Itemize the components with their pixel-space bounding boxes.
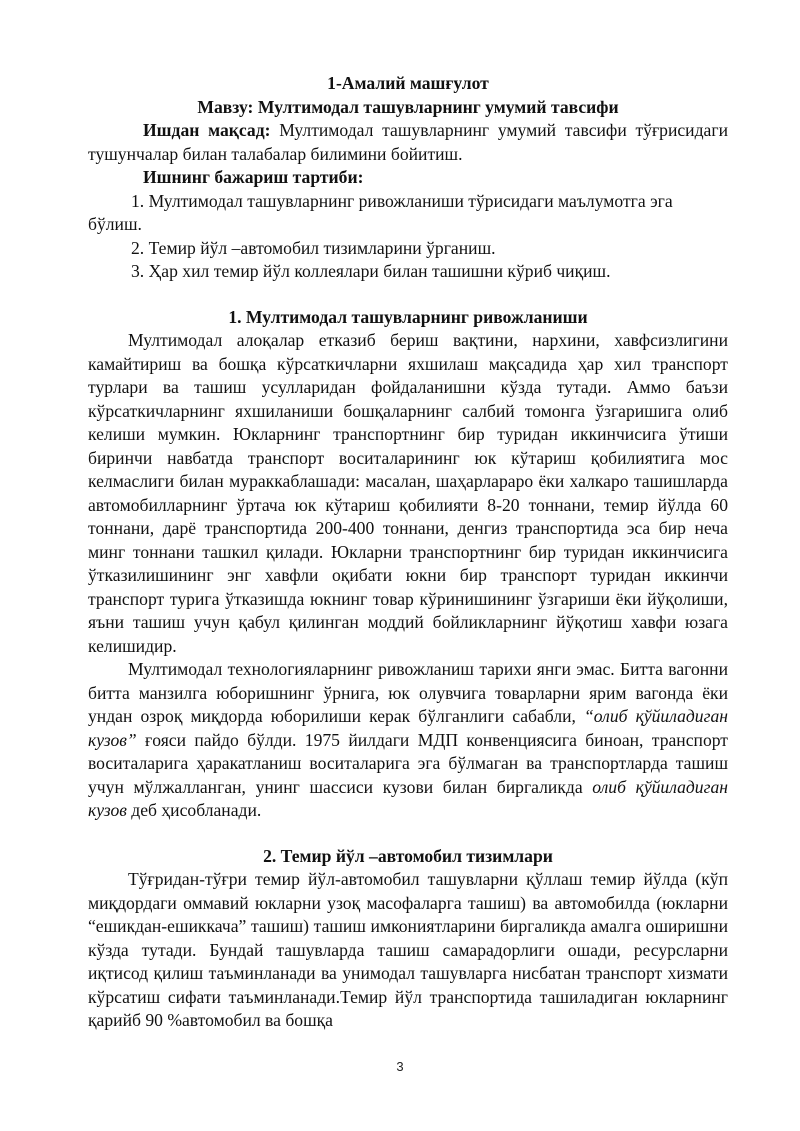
section1-paragraph-1: Мултимодал алоқалар етказиб бериш вақтини, нархини, хавфсизлигини камайтириш ва бошқа кўрсаткичларни яхшилаш мақсадида ҳар хил транспорт турлари ва ташиш усулларидан фойдаланишни кўзда тутади. Аммо баъзи кўрсаткичларнинг яхшиланиши бошқаларнинг салбий томонга ўзгаришига олиб келиши мумкин. Юкларнинг транспортнинг бир туридан иккинчисига ўтиши биринчи навбатда транспорт воситаларининг юк кўтариш қобилиятига мос келмаслиги билан мураккаблашади: масалан, шаҳарлараро ёки халкаро ташишларда автомобилларнинг ўртача юк кўтариш қобилияти 8-20 тоннани, темир йўлда 60 тоннани, дарё транспортида 200-400 тоннани, денгиз транспортида эса бир неча минг тоннани ташкил қилади. Юкларни транспортнинг бир туридан иккинчисига ўтказилишининг энг хавфли оқибати юкни бир транспорт туридан иккинчи транспорт турига ўтказишда юкнинг товар кўринишининг ўзгариши ёки йўқолиши, яъни ташиш учун қабул қилинган моддий бойликларнинг йўқотиш хавфи юзага келишидир.	[88, 330, 728, 656]
section1-heading: 1. Мултимодал ташувларнинг ривожланиши	[228, 306, 588, 327]
section2-paragraph-1: Тўғридан-тўғри темир йўл-автомобил ташувларни қўллаш темир йўлда (кўп миқдордаги оммавий юкларни узоқ масофаларга ташиш) ва автомобилда (юкларни “ешикдан-ешиккача” ташиш) ташиш имкониятларини биргаликда амалга оширишни кўзда тутади. Бундай ташувларда ташиш самарадорлиги ошади, ресурсларни иқтисод қилиш таъминланади ва унимодал ташувларга нисбатан транспорт хизмати кўрсатиш сифати таъминланади.Темир йўл транспортида ташиладиган юкларнинг қарийб 90 %автомобил ва бошқа	[88, 869, 728, 1030]
section1-p2-text-b: ғояси пайдо бўлди. 1975 йилдаги МДП конвенциясига биноан, транспорт воситаларига ҳаракатланиш воситаларига эга бўлмаган ва транспортларда ташиш учун мўлжалланган, унинг шассиси кузови билан биргаликда	[88, 729, 728, 797]
order-label: Ишнинг бажариш тартиби:	[143, 167, 364, 187]
section1-p2-italic-term-1: “олиб қўйиладиган кузов”	[88, 706, 728, 750]
section2-heading: 2. Темир йўл –автомобил тизимлари	[263, 845, 553, 866]
step-item-3: 3. Ҳар хил темир йўл коллеялари билан ташишни кўриб чиқиш.	[131, 261, 611, 281]
section1-paragraph-2	[88, 658, 728, 823]
step-item-1: 1. Мултимодал ташувларнинг ривожланиши тўрисидаги маълумотга эга бўлиш.	[88, 190, 673, 234]
document-page	[88, 72, 728, 1033]
page-title: 1-Амалий машғулот	[327, 73, 489, 93]
section1-p2-italic-term-2: олиб қўйиладиган кузов	[88, 776, 728, 820]
step-item-2: 2. Темир йўл –автомобил тизимларини ўрганиш.	[131, 237, 496, 258]
spacer	[88, 284, 728, 306]
spacer	[88, 823, 728, 845]
goal-paragraph	[88, 119, 728, 166]
order-heading	[88, 166, 728, 190]
goal-label: Ишдан мақсад:	[143, 120, 271, 140]
goal-text: Мултимодал ташувларнинг умумий тавсифи тўғрисидаги тушунчалар билан талабалар билимини бойитиш.	[88, 120, 728, 164]
topic-heading: Мавзу: Мултимодал ташувларнинг умумий тавсифи	[197, 96, 619, 117]
section1-p2-text-a: Мултимодал технологияларнинг ривожланиш тарихи янги эмас. Битта вагонни битта манзилга юборишнинг ўрнига, юк олувчига товарларни ярим вагонда ёки ундан озроқ миқдорда юборилиши керак бўлганлиги сабабли,	[88, 659, 728, 726]
section1-p2-text-c: деб ҳисобланади.	[126, 800, 262, 820]
page-number: 3	[396, 1059, 404, 1074]
